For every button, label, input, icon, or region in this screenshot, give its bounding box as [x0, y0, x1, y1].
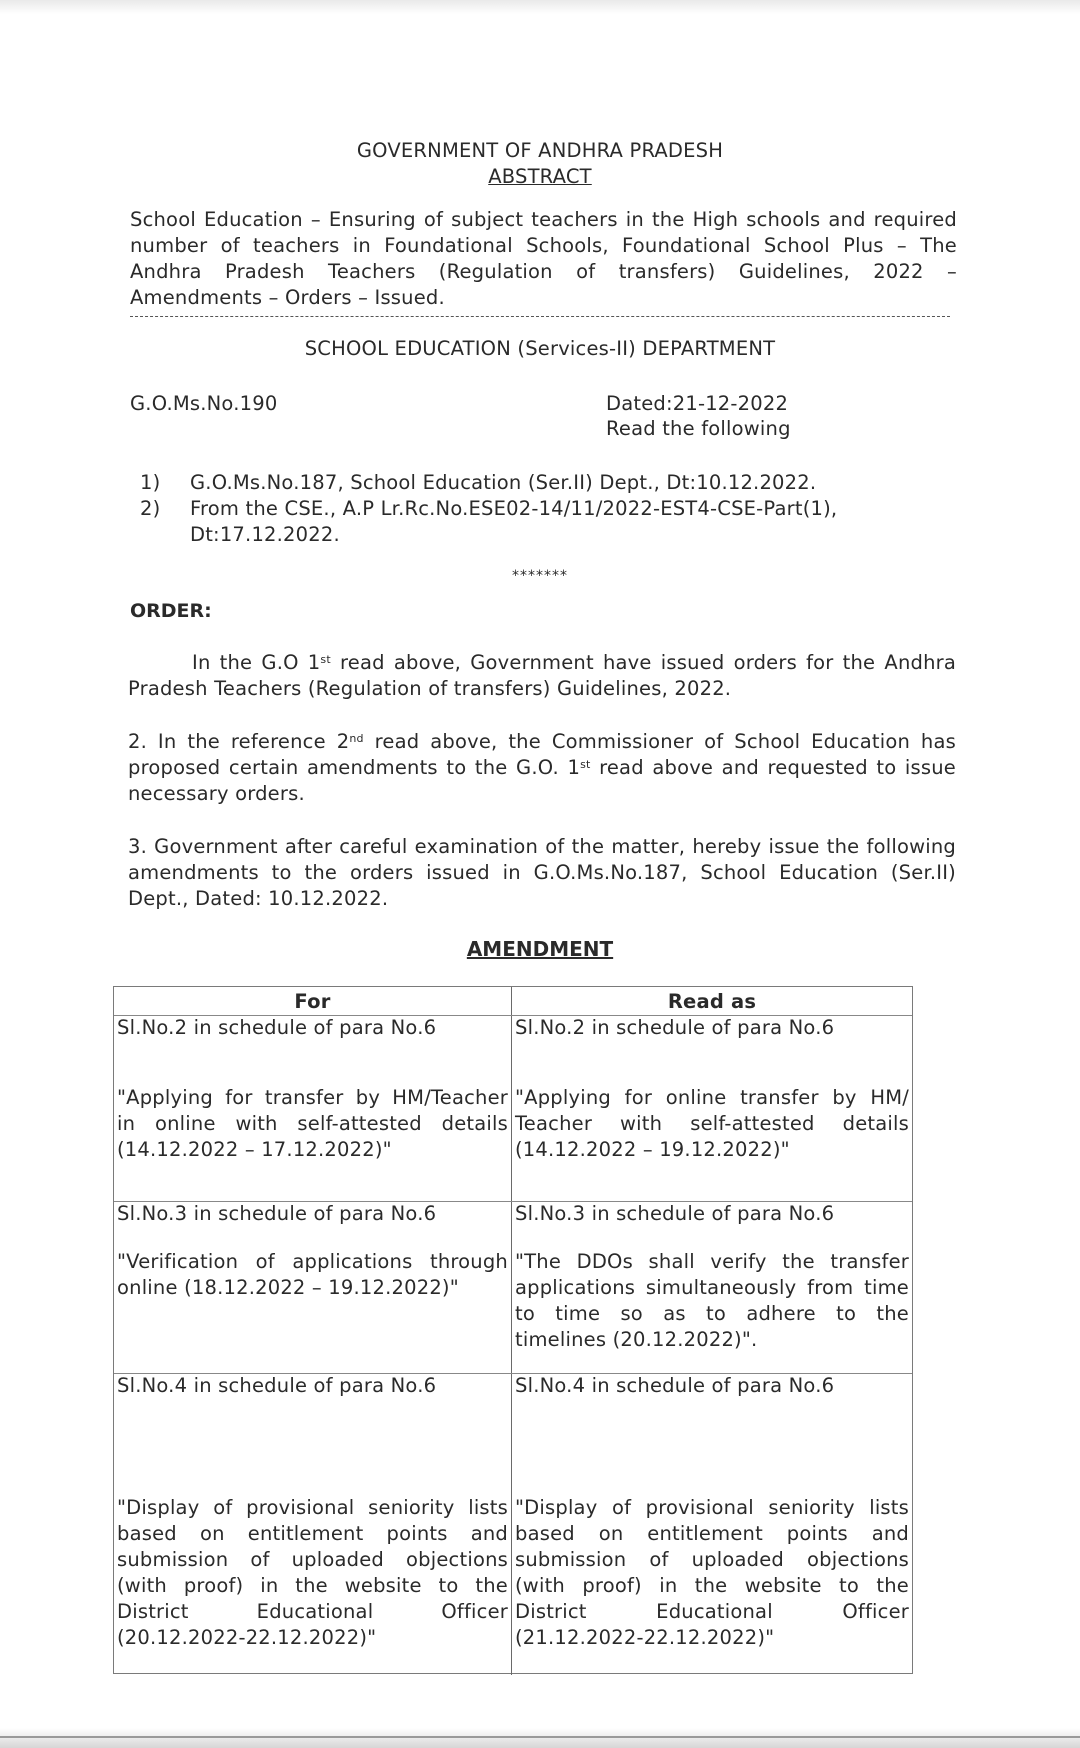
- read-following: Read the following: [606, 417, 791, 440]
- reference-item: [140, 470, 940, 496]
- reference-text: From the CSE., A.P Lr.Rc.No.ESE02-14/11/2022-EST4-CSE-Part(1), Dt:17.12.2022.: [190, 497, 838, 546]
- reference-number: 2): [140, 497, 161, 520]
- row3-read-text: "Display of provisional seniority lists based on entitlement points and submission of uploaded objections (with proof) in the website to the District Educational Officer (21.12.2022-22.12.2022)": [515, 1496, 909, 1649]
- header-read-as: Read as: [667, 990, 757, 1013]
- abstract-heading: [0, 164, 1080, 190]
- p2-text-c: read above and requested to issue necessary orders.: [128, 756, 956, 805]
- p1-superscript: st: [320, 653, 331, 666]
- p2-text-b: read above, the Commissioner of School Education has proposed certain amendments to the G.O. 1: [128, 730, 956, 779]
- reference-text: G.O.Ms.No.187, School Education (Ser.II) Dept., Dt:10.12.2022.: [190, 471, 817, 494]
- p2-superscript: nd: [349, 732, 364, 745]
- amendment-heading: [0, 937, 1080, 961]
- row2-for-ref: Sl.No.3 in schedule of para No.6: [117, 1202, 437, 1225]
- row1-read-ref: Sl.No.2 in schedule of para No.6: [515, 1016, 835, 1039]
- p1-text-a: In the G.O 1: [192, 651, 321, 674]
- references-list: [140, 470, 940, 548]
- paragraph-3: 3. Government after careful examination of the matter, hereby issue the following amendments to the orders issued in G.O.Ms.No.187, School Education (Ser.II) Dept., Dated: 10.12.2022.: [128, 835, 956, 910]
- row3-for-ref: Sl.No.4 in schedule of para No.6: [117, 1374, 437, 1397]
- paragraph-2: [128, 729, 956, 807]
- go-number: G.O.Ms.No.190: [130, 392, 278, 415]
- row1-for-text: "Applying for transfer by HM/Teacher in online with self-attested details (14.12.2022 – 17.12.2022)": [117, 1086, 508, 1161]
- reference-item: [140, 496, 940, 548]
- star-separator: *******: [512, 568, 568, 584]
- department-heading: SCHOOL EDUCATION (Services-II) DEPARTMENT: [304, 337, 776, 360]
- paragraph-1: [128, 650, 956, 702]
- government-heading: GOVERNMENT OF ANDHRA PRADESH: [356, 139, 724, 162]
- row2-for-text: "Verification of applications through online (18.12.2022 – 19.12.2022)": [117, 1250, 508, 1299]
- row3-read-ref: Sl.No.4 in schedule of para No.6: [515, 1374, 835, 1397]
- p1-text-b: read above, Government have issued orders for the Andhra Pradesh Teachers (Regulation of transfers) Guidelines, 2022.: [128, 651, 957, 700]
- p2-text-a: 2. In the reference 2: [128, 730, 350, 753]
- scan-edge-top: [0, 0, 1080, 14]
- order-heading: ORDER:: [130, 600, 212, 622]
- go-date: Dated:21-12-2022: [606, 392, 789, 415]
- row2-read-text: "The DDOs shall verify the transfer applications simultaneously from time to time so as to adhere to the timelines (20.12.2022)".: [515, 1250, 909, 1351]
- amendment-label: AMENDMENT: [466, 937, 614, 961]
- scan-edge-bottom: [0, 1728, 1080, 1748]
- row2-read-ref: Sl.No.3 in schedule of para No.6: [515, 1202, 835, 1225]
- row1-read-text: "Applying for online transfer by HM/ Teacher with self-attested details (14.12.2022 – 19.12.2022)": [515, 1086, 909, 1161]
- header-for: For: [294, 990, 331, 1013]
- amendment-table: [113, 986, 913, 1674]
- dashed-divider: [130, 316, 950, 317]
- row3-for-text: "Display of provisional seniority lists based on entitlement points and submission of uploaded objections (with proof) in the website to the District Educational Officer (20.12.2022-22.12.2022)": [117, 1496, 508, 1649]
- row1-for-ref: Sl.No.2 in schedule of para No.6: [117, 1016, 437, 1039]
- reference-number: 1): [140, 471, 161, 494]
- subject-text: School Education – Ensuring of subject teachers in the High schools and required number of teachers in Foundational Schools, Foundational School Plus – The Andhra Pradesh Teachers (Regulation of transfers) Guidelines, 2022 – Amendments – Orders – Issued.: [130, 208, 957, 309]
- abstract-label: ABSTRACT: [488, 165, 592, 188]
- p2-superscript-2: st: [580, 758, 591, 771]
